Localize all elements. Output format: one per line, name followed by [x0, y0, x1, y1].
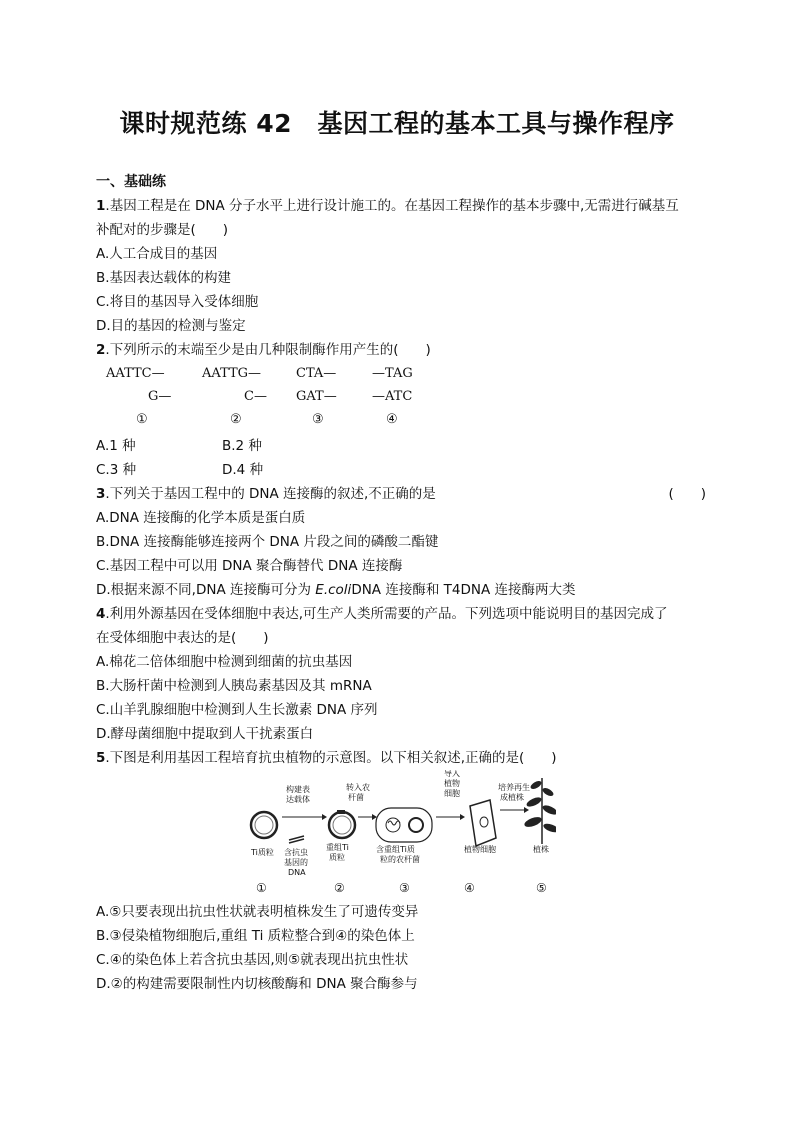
ti-label: Ti质粒 [251, 848, 274, 857]
cell-label: 植物细胞 [464, 845, 496, 854]
question-2-stem [96, 338, 706, 362]
question-number: 3 [96, 486, 106, 502]
option: C.④的染色体上若含抗虫基因,则⑤就表现出抗虫性状 [96, 952, 409, 968]
step-label: ⑤ [536, 881, 547, 895]
option: B.基因表达载体的构建 [96, 270, 232, 286]
seq-bottom: —ATC [372, 389, 413, 404]
ti-plasmid-icon [251, 812, 277, 838]
arrow-label: 植物 [444, 779, 460, 788]
option: C.将目的基因导入受体细胞 [96, 294, 259, 310]
question-3-stem [96, 482, 706, 506]
question-number: 4 [96, 606, 106, 622]
option: D.目的基因的检测与鉴定 [96, 318, 246, 334]
seq-label: ③ [312, 412, 324, 427]
option: A.DNA 连接酶的化学本质是蛋白质 [96, 510, 306, 526]
arrow-label: 成植株 [500, 793, 524, 802]
exercise-content [96, 170, 706, 996]
question-1-stem [96, 194, 706, 218]
seq-top: —TAG [372, 366, 413, 381]
option: B.DNA 连接酶能够连接两个 DNA 片段之间的磷酸二酯键 [96, 534, 439, 550]
recombinant-plasmid-icon [329, 810, 355, 838]
option: D.4 种 [222, 462, 264, 478]
agrobacterium-icon [376, 808, 432, 842]
option: B.2 种 [222, 438, 262, 454]
option: A.1 种 [96, 438, 136, 454]
arrowhead [322, 814, 327, 820]
option [96, 578, 706, 602]
plant-label: 植株 [533, 845, 549, 854]
option: D.酵母菌细胞中提取到人干扰素蛋白 [96, 726, 314, 742]
arrow-label: 细胞 [444, 789, 460, 798]
seq-label: ① [136, 412, 148, 427]
arrow-label: 导入 [444, 770, 460, 778]
option: B.③侵染植物细胞后,重组 Ti 质粒整合到④的染色体上 [96, 928, 415, 944]
step-label: ④ [464, 881, 475, 895]
option-text: DNA 连接酶和 T4DNA 连接酶两大类 [351, 582, 576, 598]
seq-bottom: GAT— [296, 389, 337, 404]
option: B.大肠杆菌中检测到人胰岛素基因及其 mRNA [96, 678, 372, 694]
arrow-label: 构建表 [286, 785, 310, 794]
option-text: D.根据来源不同,DNA 连接酶可分为 [96, 582, 316, 598]
question-5-stem [96, 746, 706, 770]
gene-label: 含抗虫 [284, 848, 308, 857]
seq-top: AATTG— [202, 366, 262, 381]
plant-cell-icon [470, 800, 496, 846]
agro-label: 粒的农杆菌 [380, 855, 420, 864]
step-label: ③ [399, 881, 410, 895]
seq-bottom: C— [244, 389, 267, 404]
question-number: 5 [96, 750, 106, 766]
arrow-label: 达载体 [286, 795, 310, 804]
step-label: ② [334, 881, 345, 895]
question-text: .下列关于基因工程中的 DNA 连接酶的叙述,不正确的是 [105, 486, 436, 502]
step-label: ① [256, 881, 267, 895]
recomb-label: 重组Ti [326, 843, 349, 852]
option: C.基因工程中可以用 DNA 聚合酶替代 DNA 连接酶 [96, 558, 403, 574]
answer-paren: ( ) [668, 486, 706, 502]
dna-fragment-icon [289, 836, 304, 843]
option-italic: E.coli [315, 582, 352, 598]
question-number: 1 [96, 198, 106, 214]
option: D.②的构建需要限制性内切核酸酶和 DNA 聚合酶参与 [96, 976, 418, 992]
sticky-ends-figure [96, 362, 706, 434]
option: A.⑤只要表现出抗虫性状就表明植株发生了可遗传变异 [96, 904, 419, 920]
agro-label: 含重组Ti质 [376, 845, 415, 854]
seq-label: ④ [386, 412, 398, 427]
genetic-engineering-diagram [96, 770, 706, 900]
arrowhead [524, 807, 529, 813]
question-1-stem-cont: 补配对的步骤是( ) [96, 222, 229, 238]
page-title: 课时规范练 42 基因工程的基本工具与操作程序 [119, 109, 675, 138]
question-text: .基因工程是在 DNA 分子水平上进行设计施工的。在基因工程操作的基本步骤中,无需进行碱基互 [105, 198, 679, 214]
seq-top: AATTC— [106, 366, 165, 381]
question-text: .下图是利用基因工程培育抗虫植物的示意图。以下相关叙述,正确的是( ) [105, 750, 557, 766]
seq-bottom: G— [148, 389, 172, 404]
question-text: .利用外源基因在受体细胞中表达,可生产人类所需要的产品。下列选项中能说明目的基因完成了 [105, 606, 668, 622]
option: A.人工合成目的基因 [96, 246, 218, 262]
arrow-label: 杆菌 [348, 793, 364, 802]
seq-label: ② [230, 412, 242, 427]
option: A.棉花二倍体细胞中检测到细菌的抗虫基因 [96, 654, 353, 670]
recomb-label: 质粒 [329, 853, 345, 862]
gene-label: DNA [288, 868, 306, 877]
section-heading: 一、基础练 [96, 174, 166, 190]
option: C.山羊乳腺细胞中检测到人生长激素 DNA 序列 [96, 702, 378, 718]
option: C.3 种 [96, 462, 137, 478]
arrowhead [460, 814, 465, 820]
question-number: 2 [96, 342, 106, 358]
arrow-label: 培养再生 [498, 783, 530, 792]
arrow-label: 转入农 [346, 783, 370, 792]
question-4-stem [96, 602, 706, 626]
question-text: .下列所示的末端至少是由几种限制酶作用产生的( ) [105, 342, 431, 358]
seq-top: CTA— [296, 366, 337, 381]
question-4-stem-cont: 在受体细胞中表达的是( ) [96, 630, 269, 646]
gene-label: 基因的 [284, 858, 308, 867]
